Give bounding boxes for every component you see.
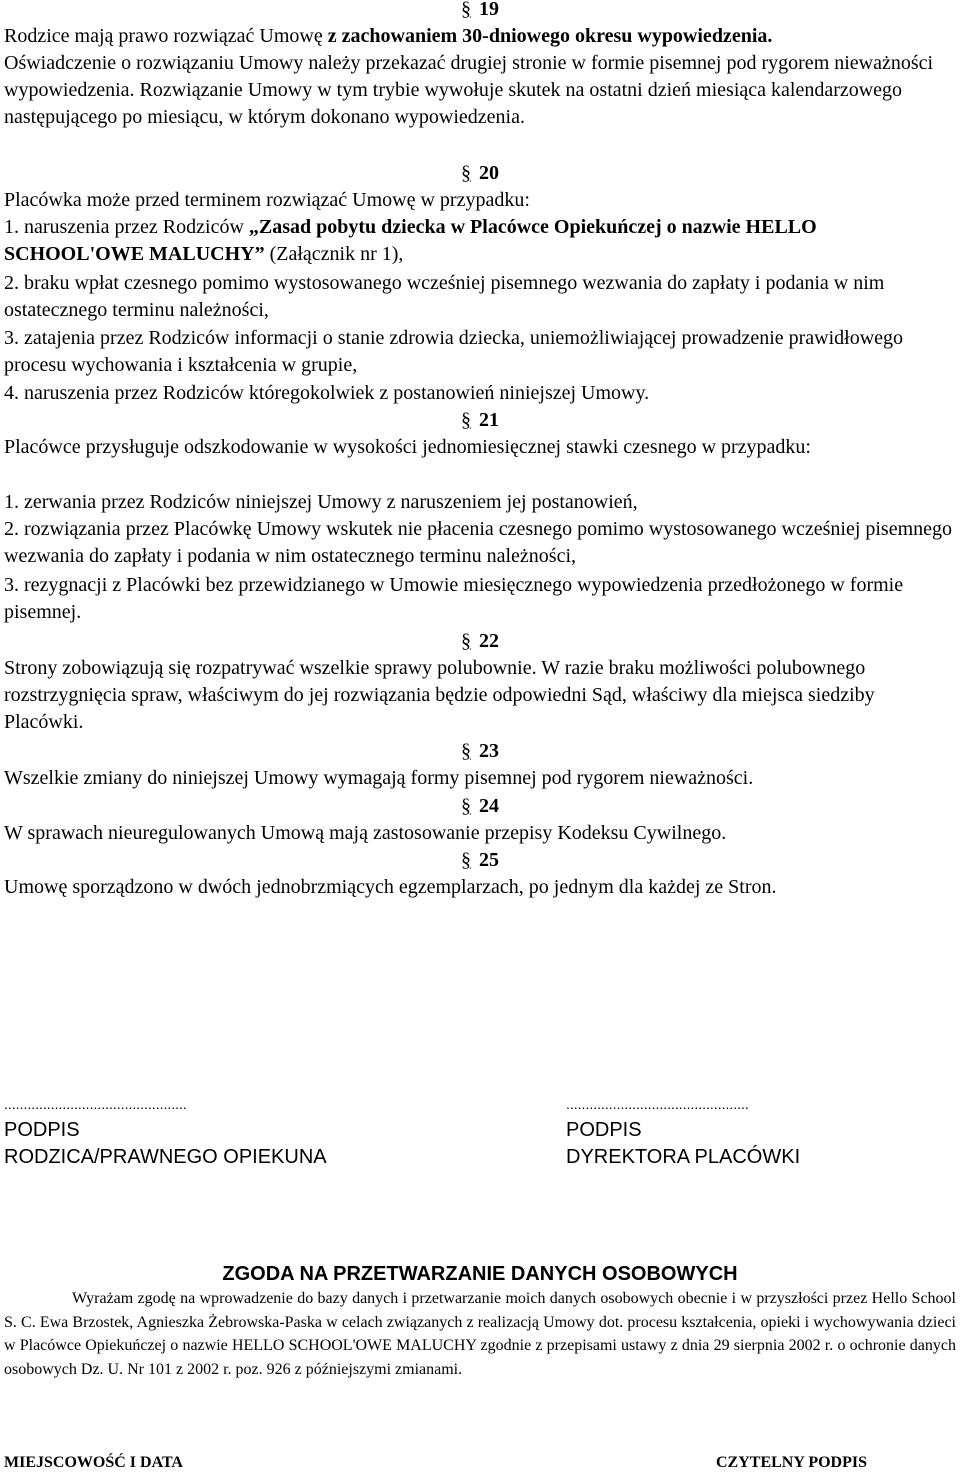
section-sign: § <box>461 0 471 20</box>
p19-bold: z zachowaniem 30-dniowego okresu wypowiedzenia. <box>327 25 773 47</box>
section-sign: § <box>461 162 471 184</box>
section-25-text: Umowę sporządzono w dwóch jednobrzmiących egzemplarzach, po jednym dla każdej ze Stron. <box>4 876 777 898</box>
signature-role: DYREKTORA PLACÓWKI <box>566 1146 801 1168</box>
signature-line: ............................................... <box>4 1096 187 1112</box>
section-19-text <box>4 23 956 131</box>
section-24-text: W sprawach nieuregulowanych Umową mają zastosowanie przepisy Kodeksu Cywilnego. <box>4 822 727 844</box>
p19-rest: Oświadczenie o rozwiązaniu Umowy należy przekazać drugiej stronie w formie pisemnej pod rygorem nieważności wypowiedzenia. Rozwiązanie Umowy w tym trybie wywołuje skutek na ostatni dzień miesiąca kalendarzowego następującego po miesiącu, w którym dokonano wypowiedzenia. <box>4 52 934 128</box>
parent-signature-block <box>4 1094 327 1171</box>
section-25-heading <box>0 847 960 874</box>
section-20-intro: Placówka może przed terminem rozwiązać Umowę w przypadku: <box>4 189 530 211</box>
section-21-intro: Placówce przysługuje odszkodowanie w wysokości jednomiesięcznej stawki czesnego w przypadku: <box>4 436 811 458</box>
section-sign: § <box>461 795 471 817</box>
section-20-item-1 <box>4 214 956 268</box>
section-number: 19 <box>479 0 499 20</box>
section-20-item-3: 3. zatajenia przez Rodziców informacji o stanie zdrowia dziecka, uniemożliwiającej prowadzenie prawidłowego procesu wychowania i kształcenia w grupie, <box>4 327 904 376</box>
consent-title: ZGODA NA PRZETWARZANIE DANYCH OSOBOWYCH <box>222 1263 738 1285</box>
item-1-lead: 1. naruszenia przez Rodziców <box>4 216 249 238</box>
section-24-heading <box>0 793 960 820</box>
section-sign: § <box>461 849 471 871</box>
signature-label: PODPIS <box>4 1119 80 1141</box>
section-sign: § <box>461 409 471 431</box>
signature-label: PODPIS <box>566 1119 642 1141</box>
section-23-text: Wszelkie zmiany do niniejszej Umowy wymagają formy pisemnej pod rygorem nieważności. <box>4 767 754 789</box>
section-21-item-2: 2. rozwiązania przez Placówkę Umowy wskutek nie płacenia czesnego pomimo wystosowanego wcześniej pisemnego wezwania do zapłaty i podania w nim ostatecznego terminu należności, <box>4 518 953 567</box>
section-number: 20 <box>479 162 499 184</box>
section-22-text: Strony zobowiązują się rozpatrywać wszelkie sprawy polubownie. W razie braku możliwości polubownego rozstrzygnięcia spraw, właściwym do jej rozwiązania będzie odpowiedni Sąd, właściwy dla miejsca siedziby Placówki. <box>4 657 875 733</box>
legible-signature-label: CZYTELNY PODPIS <box>716 1454 867 1471</box>
section-number: 24 <box>479 795 499 817</box>
section-number: 22 <box>479 630 499 652</box>
section-21-item-3: 3. rezygnacji z Placówki bez przewidzianego w Umowie miesięcznego wypowiedzenia przedłożonego w formie pisemnej. <box>4 574 904 623</box>
section-sign: § <box>461 630 471 652</box>
item-1-tail: (Załącznik nr 1), <box>264 243 404 265</box>
section-sign: § <box>461 740 471 762</box>
section-19-heading <box>0 0 960 23</box>
section-number: 25 <box>479 849 499 871</box>
signature-line: ............................................... <box>566 1096 749 1112</box>
section-20-item-4: 4. naruszenia przez Rodziców któregokolwiek z postanowień niniejszej Umowy. <box>4 382 650 404</box>
place-and-date-label: MIEJSCOWOŚĆ I DATA <box>4 1454 183 1471</box>
consent-text <box>4 1287 956 1381</box>
p19-lead: Rodzice mają prawo rozwiązać Umowę <box>4 25 328 47</box>
section-number: 23 <box>479 740 499 762</box>
signature-role: RODZICA/PRAWNEGO OPIEKUNA <box>4 1146 327 1168</box>
director-signature-block <box>566 1094 800 1171</box>
item-1-bold: „Zasad pobytu dziecka w Placówce Opiekuńczej o nazwie HELLO SCHOOL'OWE MALUCHY” <box>4 216 817 265</box>
section-22-heading <box>0 628 960 655</box>
section-20-item-2: 2. braku wpłat czesnego pomimo wystosowanego wcześniej pisemnego wezwania do zapłaty i podania w nim ostatecznego terminu należności, <box>4 272 885 321</box>
section-20-heading <box>0 160 960 187</box>
section-21-heading <box>0 407 960 434</box>
section-21-item-1: 1. zerwania przez Rodziców niniejszej Umowy z naruszeniem jej postanowień, <box>4 491 638 513</box>
consent-body: Wyrażam zgodę na wprowadzenie do bazy danych i przetwarzanie moich danych osobowych obecnie i w przyszłości przez Hello School S. C. Ewa Brzostek, Agnieszka Żebrowska-Paska w celach związanych z realizacją Umowy dot. procesu kształcenia, opieki i wychowywania dzieci w Placówce Opiekuńczej o nazwie HELLO SCHOOL'OWE MALUCHY zgodnie z przepisami ustawy z dnia 29 sierpnia 2002 r. o ochronie danych osobowych Dz. U. Nr 101 z 2002 r. poz. 926 z późniejszymi zmianami. <box>4 1290 956 1378</box>
section-number: 21 <box>479 409 499 431</box>
section-23-heading <box>0 738 960 765</box>
